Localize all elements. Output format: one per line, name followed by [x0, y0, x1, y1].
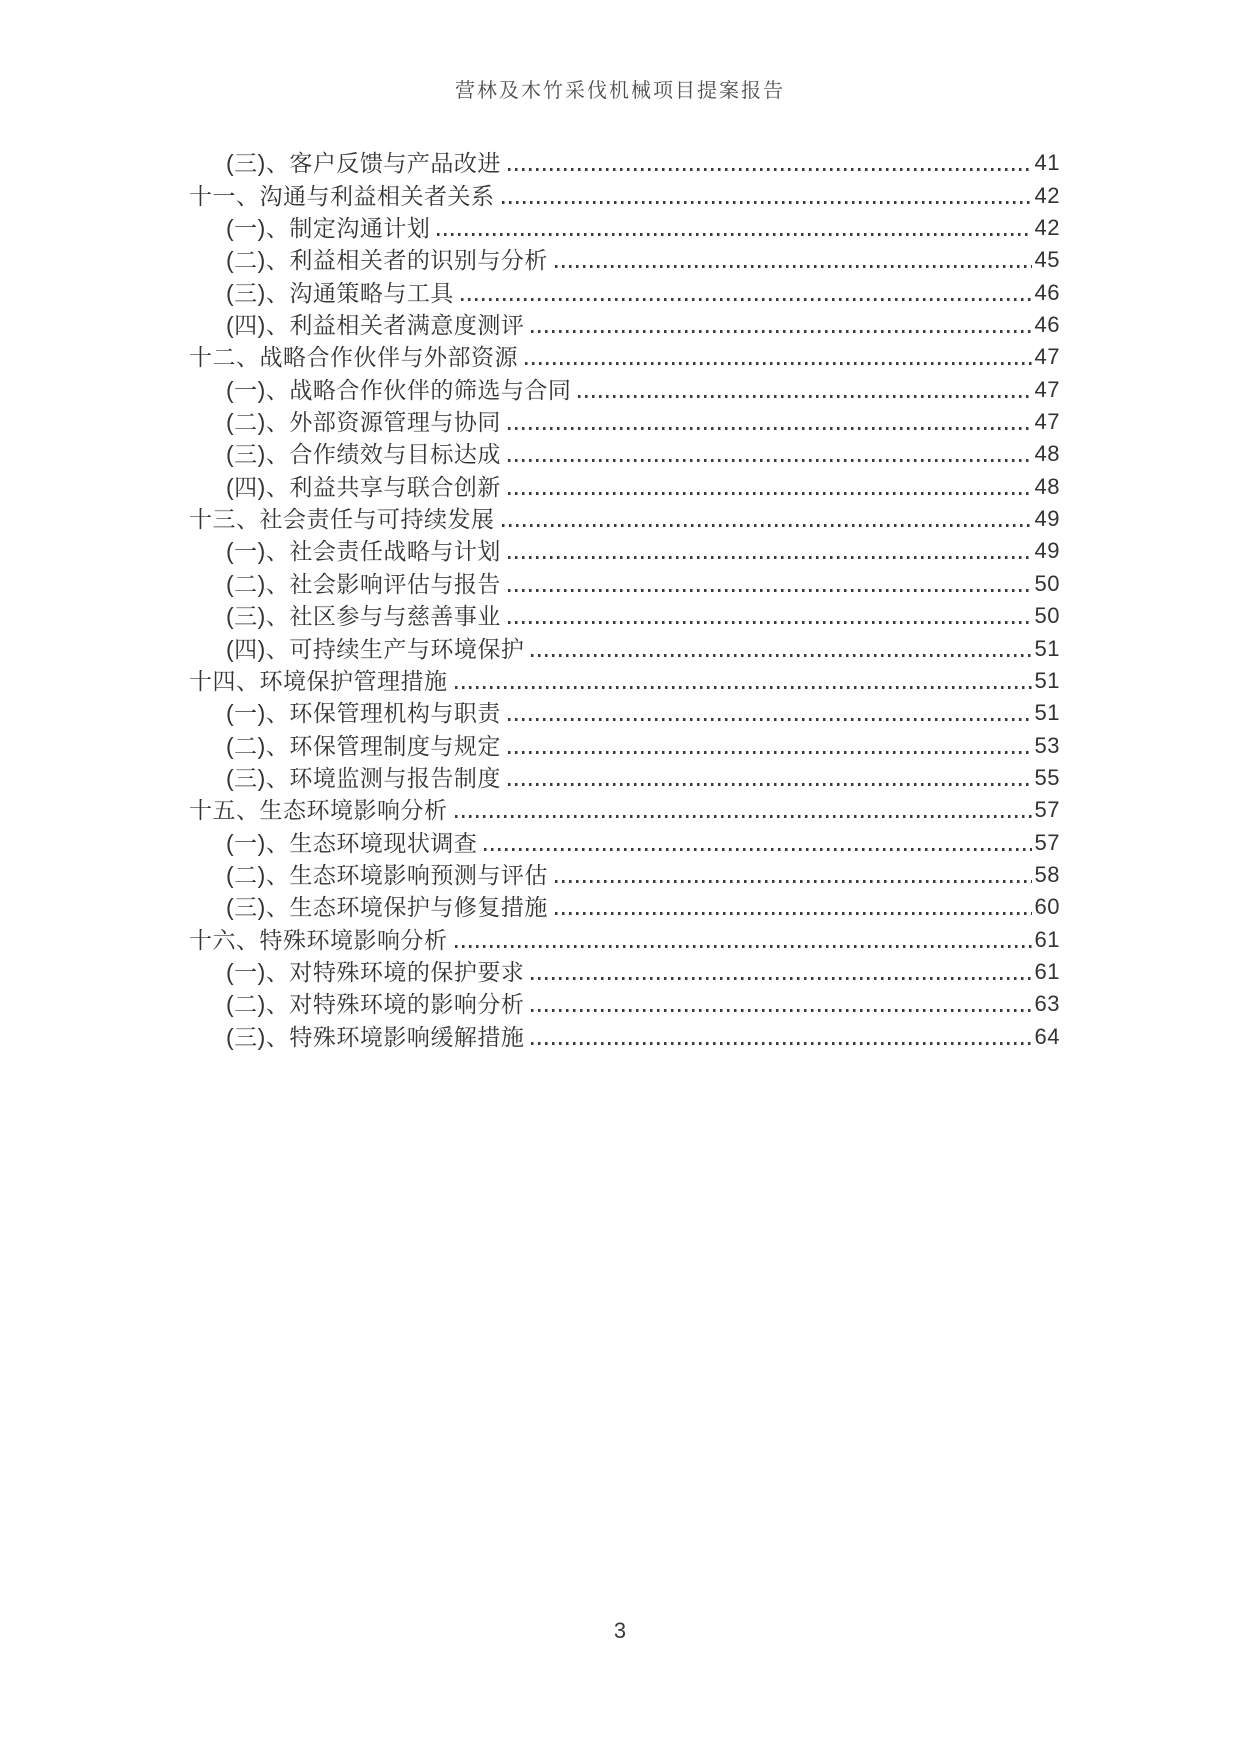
toc-entry[interactable] [189, 178, 1060, 210]
toc-leader-dots [437, 233, 1031, 236]
toc-entry-page-number: 51 [1034, 700, 1060, 726]
toc-entry-label: (一)、社会责任战略与计划 [226, 538, 501, 565]
toc-entry-label: (一)、对特殊环境的保护要求 [226, 958, 525, 985]
toc-entry-label: (三)、环境监测与报告制度 [226, 764, 501, 791]
toc-entry-page-number: 47 [1034, 344, 1060, 370]
toc-entry[interactable] [189, 793, 1060, 825]
toc-entry-page-number: 53 [1034, 732, 1060, 758]
toc-leader-dots [508, 783, 1032, 786]
toc-entry-label: (二)、利益相关者的识别与分析 [226, 247, 548, 274]
toc-entry[interactable] [189, 534, 1060, 566]
toc-entry-label: 十四、环境保护管理措施 [189, 667, 448, 694]
toc-leader-dots [555, 880, 1032, 883]
toc-entry-label: 十一、沟通与利益相关者关系 [189, 182, 495, 209]
toc-entry-page-number: 50 [1034, 603, 1060, 629]
toc-entry-page-number: 58 [1034, 861, 1060, 887]
toc-entry[interactable] [189, 372, 1060, 404]
toc-leader-dots [455, 686, 1032, 689]
toc-entry-label: (二)、社会影响评估与报告 [226, 570, 501, 597]
toc-entry-page-number: 51 [1034, 635, 1060, 661]
toc-entry-page-number: 61 [1034, 926, 1060, 952]
toc-entry-label: (一)、制定沟通计划 [226, 215, 431, 242]
toc-entry-page-number: 46 [1034, 279, 1060, 305]
toc-entry[interactable] [189, 825, 1060, 857]
toc-entry-label: (三)、合作绩效与目标达成 [226, 441, 501, 468]
toc-entry[interactable] [189, 631, 1060, 663]
toc-entry-page-number: 64 [1034, 1023, 1060, 1049]
toc-entry-page-number: 48 [1034, 441, 1060, 467]
toc-entry-label: (三)、生态环境保护与修复措施 [226, 894, 548, 921]
toc-leader-dots [555, 912, 1032, 915]
toc-entry[interactable] [189, 437, 1060, 469]
toc-entry-label: (四)、可持续生产与环境保护 [226, 635, 525, 662]
toc-leader-dots [508, 751, 1032, 754]
toc-entry[interactable] [189, 275, 1060, 307]
document-header-title: 营林及木竹采伐机械项目提案报告 [455, 80, 785, 102]
toc-entry-label: 十三、社会责任与可持续发展 [189, 506, 495, 533]
toc-entry[interactable] [189, 664, 1060, 696]
toc-entry-page-number: 57 [1034, 797, 1060, 823]
toc-leader-dots [531, 330, 1031, 333]
toc-entry-page-number: 49 [1034, 506, 1060, 532]
toc-entry-label: (一)、环保管理机构与职责 [226, 700, 501, 727]
toc-entry-label: (四)、利益共享与联合创新 [226, 473, 501, 500]
toc-entry-page-number: 60 [1034, 894, 1060, 920]
toc-entry[interactable] [189, 761, 1060, 793]
toc-entry-label: (二)、外部资源管理与协同 [226, 409, 501, 436]
toc-entry-page-number: 47 [1034, 409, 1060, 435]
toc-entry[interactable] [189, 405, 1060, 437]
toc-entry-label: (三)、特殊环境影响缓解措施 [226, 1023, 525, 1050]
toc-entry-page-number: 46 [1034, 312, 1060, 338]
toc-entry[interactable] [189, 502, 1060, 534]
toc-entry-page-number: 45 [1034, 247, 1060, 273]
toc-entry-label: 十六、特殊环境影响分析 [189, 926, 448, 953]
toc-entry[interactable] [189, 728, 1060, 760]
toc-entry[interactable] [189, 243, 1060, 275]
toc-leader-dots [461, 298, 1032, 301]
toc-leader-dots [455, 945, 1032, 948]
toc-entry-label: (二)、环保管理制度与规定 [226, 732, 501, 759]
toc-entry[interactable] [189, 599, 1060, 631]
toc-leader-dots [508, 556, 1032, 559]
toc-leader-dots [484, 848, 1031, 851]
toc-leader-dots [508, 718, 1032, 721]
toc-entry-page-number: 57 [1034, 829, 1060, 855]
toc-leader-dots [531, 1042, 1031, 1045]
toc-entry-label: (二)、生态环境影响预测与评估 [226, 861, 548, 888]
toc-entry-label: 十五、生态环境影响分析 [189, 797, 448, 824]
toc-leader-dots [502, 524, 1032, 527]
toc-leader-dots [531, 654, 1031, 657]
toc-leader-dots [508, 621, 1032, 624]
toc-entry-label: (二)、对特殊环境的影响分析 [226, 991, 525, 1018]
toc-entry-page-number: 63 [1034, 991, 1060, 1017]
page-number-footer: 3 [613, 1618, 627, 1643]
toc-entry-label: (三)、社区参与与慈善事业 [226, 603, 501, 630]
toc-entry-page-number: 48 [1034, 473, 1060, 499]
toc-leader-dots [508, 492, 1032, 495]
toc-entry-label: (四)、利益相关者满意度测评 [226, 312, 525, 339]
toc-entry-label: (一)、生态环境现状调查 [226, 829, 478, 856]
toc-leader-dots [508, 427, 1032, 430]
toc-entry-label: (一)、战略合作伙伴的筛选与合同 [226, 376, 572, 403]
toc-entry-page-number: 55 [1034, 764, 1060, 790]
toc-entry[interactable] [189, 340, 1060, 372]
toc-leader-dots [578, 395, 1031, 398]
toc-entry-page-number: 47 [1034, 376, 1060, 402]
toc-entry-page-number: 42 [1034, 215, 1060, 241]
toc-leader-dots [555, 265, 1032, 268]
toc-entry[interactable] [189, 1019, 1060, 1051]
toc-entry-label: 十二、战略合作伙伴与外部资源 [189, 344, 518, 371]
toc-leader-dots [455, 815, 1032, 818]
toc-entry-page-number: 50 [1034, 570, 1060, 596]
toc-entry[interactable] [189, 469, 1060, 501]
toc-entry[interactable] [189, 566, 1060, 598]
toc-entry-page-number: 51 [1034, 667, 1060, 693]
toc-entry-page-number: 61 [1034, 958, 1060, 984]
toc-leader-dots [508, 459, 1032, 462]
toc-entry[interactable] [189, 858, 1060, 890]
toc-entry[interactable] [189, 922, 1060, 954]
toc-entry[interactable] [189, 146, 1060, 178]
toc-entry-page-number: 49 [1034, 538, 1060, 564]
toc-entry[interactable] [189, 211, 1060, 243]
toc-list [189, 146, 1060, 1052]
toc-entry-label: (三)、客户反馈与产品改进 [226, 150, 501, 177]
toc-entry[interactable] [189, 987, 1060, 1019]
toc-leader-dots [531, 1009, 1031, 1012]
toc-leader-dots [531, 977, 1031, 980]
toc-leader-dots [525, 362, 1032, 365]
toc-entry[interactable] [189, 955, 1060, 987]
toc-entry[interactable] [189, 308, 1060, 340]
toc-entry[interactable] [189, 696, 1060, 728]
toc-leader-dots [508, 168, 1032, 171]
toc-entry-page-number: 41 [1034, 150, 1060, 176]
toc-leader-dots [508, 589, 1032, 592]
toc-leader-dots [502, 201, 1032, 204]
toc-entry-label: (三)、沟通策略与工具 [226, 279, 454, 306]
toc-entry-page-number: 42 [1034, 182, 1060, 208]
toc-entry[interactable] [189, 890, 1060, 922]
